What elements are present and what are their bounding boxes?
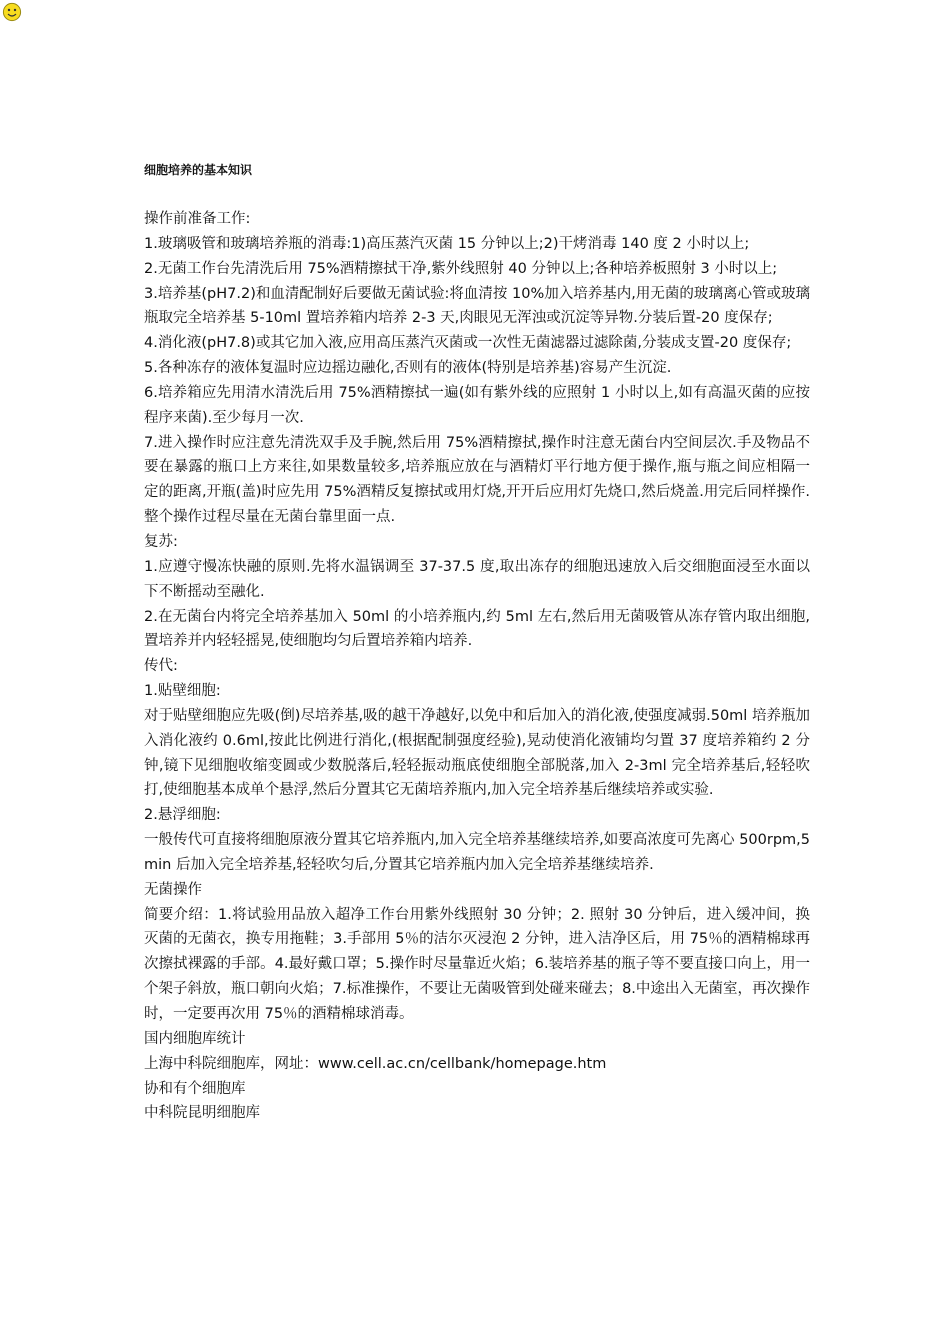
paragraph: 1.玻璃吸管和玻璃培养瓶的消毒:1)高压蒸汽灭菌 15 分钟以上;2)干烤消毒 140 度 2 小时以上; <box>144 235 750 252</box>
paragraph: 6.培养箱应先用清水清洗后用 75%酒精擦拭一遍(如有紫外线的应照射 1 小时以上,如有高温灭菌的应按程序来菌).至少每月一次. <box>144 384 810 426</box>
section-heading: 无菌操作 <box>144 881 202 898</box>
section-heading: 复苏: <box>144 533 178 550</box>
paragraph: 对于贴壁细胞应先吸(倒)尽培养基,吸的越干净越好,以免中和后加入的消化液,使强度减弱.50ml 培养瓶加入消化液约 0.6ml,按此比例进行消化,(根据配制强度经验),晃动使消化液铺均匀置 37 度培养箱约 2 分钟,镜下见细胞收缩变圆或少数脱落后,轻轻振动瓶底使细胞全部脱落,加入 2-3ml 完全培养基后,轻轻吹打,使细胞基本成单个悬浮,然后分置其它无菌培养瓶内,加入完全培养基后继续培养或实验. <box>144 707 810 799</box>
paragraph: 1.贴壁细胞: <box>144 683 221 700</box>
paragraph: 2.无菌工作台先清洗后用 75%酒精擦拭干净,紫外线照射 40 分钟以上;各种培养板照射 3 小时以上; <box>144 260 778 277</box>
paragraph: 一般传代可直接将细胞原液分置其它培养瓶内,加入完全培养基继续培养,如要高浓度可先离心 500rpm,5min 后加入完全培养基,轻轻吹匀后,分置其它培养瓶内加入完全培养基继续培养. <box>144 832 810 873</box>
section-heading: 传代: <box>144 658 178 675</box>
smiley-icon <box>2 2 22 22</box>
paragraph: 2.在无菌台内将完全培养基加入 50ml 的小培养瓶内,约 5ml 左右,然后用无菌吸管从冻存管内取出细胞,置培养并内轻轻摇晃,使细胞均匀后置培养箱内培养. <box>144 608 810 650</box>
section-heading: 国内细胞库统计 <box>144 1030 246 1047</box>
document-title: 细胞培养的基本知识 <box>144 163 253 177</box>
paragraph: 上海中科院细胞库，网址：www.cell.ac.cn/cellbank/homepage.htm <box>144 1055 607 1072</box>
paragraph: 5.各种冻存的液体复温时应边摇边融化,否则有的液体(特别是培养基)容易产生沉淀. <box>144 360 672 377</box>
paragraph: 4.消化液(pH7.8)或其它加入液,应用高压蒸汽灭菌或一次性无菌滤器过滤除菌,分装成支置-20 度保存; <box>144 335 792 352</box>
paragraph: 协和有个细胞库 <box>144 1080 246 1097</box>
paragraph: 1.应遵守慢冻快融的原则.先将水温锅调至 37-37.5 度,取出冻存的细胞迅速放入后交细胞面浸至水面以下不断摇动至融化. <box>144 558 810 600</box>
paragraph: 2.悬浮细胞: <box>144 807 221 824</box>
paragraph: 简要介绍：1.将试验用品放入超净工作台用紫外线照射 30 分钟；2. 照射 30 分钟后，进入缓冲间，换灭菌的无菌衣，换专用拖鞋；3.手部用 5％的洁尔灭浸泡 2 分钟，进入洁净区后，用 75％的酒精棉球再次擦拭裸露的手部。4.最好戴口罩；5.操作时尽量靠近火焰；6.装培养基的瓶子等不要直接口向上，用一个架子斜放，瓶口朝向火焰；7.标准操作，不要让无菌吸管到处碰来碰去；8.中途出入无菌室，再次操作时，一定要再次用 75％的酒精棉球消毒。 <box>144 906 810 1022</box>
document-body <box>144 207 810 1126</box>
paragraph: 3.培养基(pH7.2)和血清配制好后要做无菌试验:将血清按 10%加入培养基内,用无菌的玻璃离心管或玻璃瓶取完全培养基 5-10ml 置培养箱内培养 2-3 天,肉眼见无浑浊或沉淀等异物.分装后置-20 度保存; <box>144 285 810 327</box>
paragraph: 7.进入操作时应注意先清洗双手及手腕,然后用 75%酒精擦拭,操作时注意无菌台内空间层次.手及物品不要在暴露的瓶口上方来往,如果数量较多,培养瓶应放在与酒精灯平行地方便于操作,瓶与瓶之间应相隔一定的距离,开瓶(盖)时应先用 75%酒精反复擦拭或用灯烧,开开后应用灯先烧口,然后烧盖.用完后同样操作.整个操作过程尽量在无菌台靠里面一点. <box>144 434 810 526</box>
paragraph: 中科院昆明细胞库 <box>144 1105 260 1122</box>
paragraph: 操作前准备工作: <box>144 211 251 227</box>
